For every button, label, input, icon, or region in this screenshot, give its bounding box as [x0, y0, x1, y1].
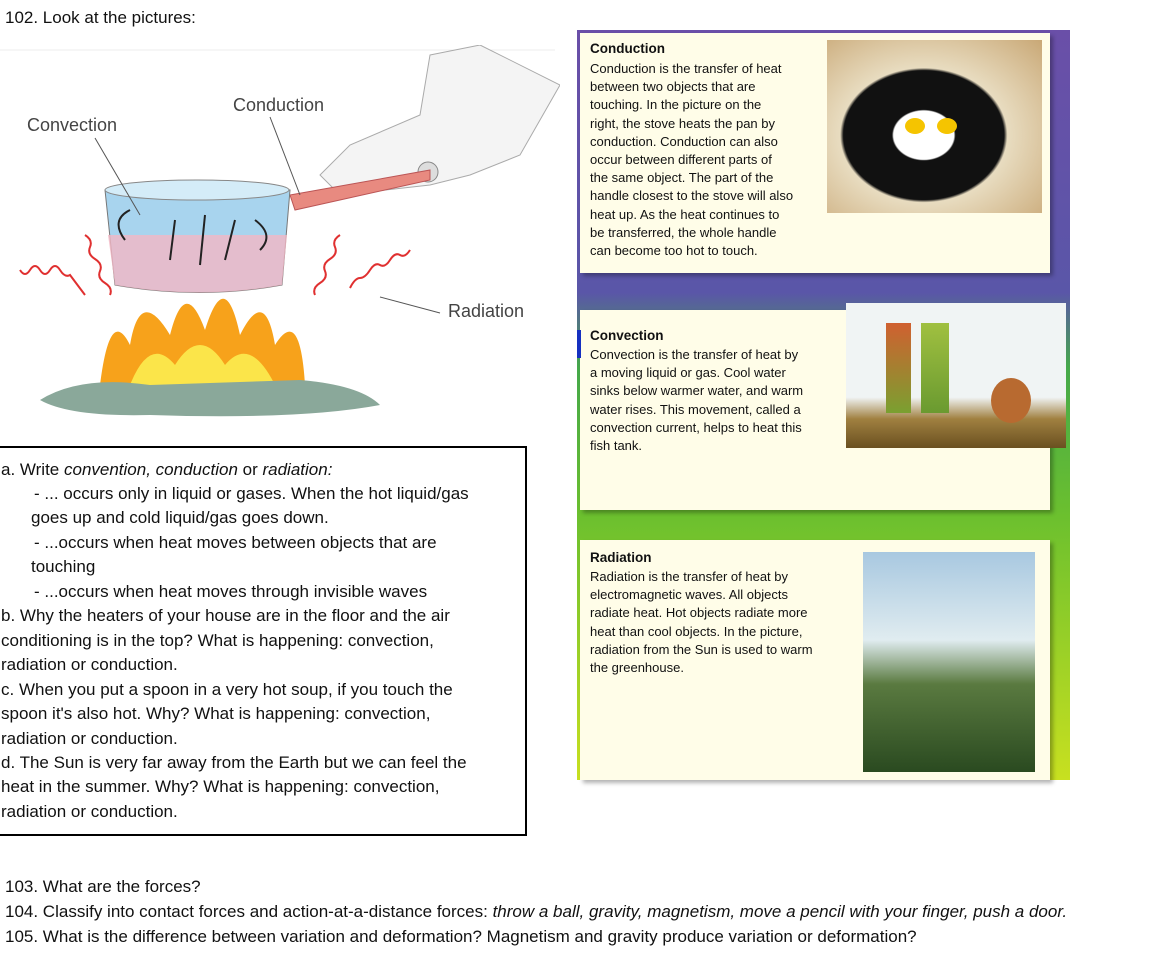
convection-card	[580, 310, 1050, 510]
greenhouse-photo	[863, 552, 1035, 772]
question-105: 105. What is the difference between variation and deformation? Magnetism and gravity produce variation or deformation?	[5, 927, 917, 946]
word-radiation: radiation	[262, 460, 328, 479]
word-convention: convention	[63, 460, 147, 479]
question-line: - ...occurs when heat moves between objects that are	[34, 533, 437, 552]
question-102-title: 102. Look at the pictures:	[5, 8, 196, 27]
question-104-items: throw a ball, gravity, magnetism, move a pencil with your finger, push a door.	[492, 902, 1068, 921]
heat-transfer-diagram	[0, 45, 560, 425]
question-a	[1, 460, 332, 480]
fish-tank-photo	[846, 303, 1066, 448]
question-104	[5, 902, 1067, 922]
hand-illustration	[320, 45, 560, 195]
conduction-card	[580, 33, 1050, 273]
question-line: radiation or conduction.	[1, 729, 178, 748]
question-line: touching	[31, 557, 96, 576]
radiation-text: Radiation is the transfer of heat by electromagnetic waves. All objects radiate heat. Hot objects radiate more heat than cool objects. In the picture, radiation from the Sun is used to warm the greenhouse.	[590, 569, 813, 676]
word-conduction: conduction	[155, 460, 238, 479]
question-line: heat in the summer. Why? What is happening: convection,	[1, 777, 440, 796]
question-line: conditioning is in the top? What is happening: convection,	[1, 631, 434, 650]
word-sep: ,	[146, 460, 156, 479]
conduction-heading: Conduction	[590, 41, 665, 56]
conduction-label: Conduction	[233, 95, 325, 115]
heat-transfer-textbook-panel	[577, 30, 1070, 780]
question-a-prefix: a. Write	[1, 460, 64, 479]
question-line: - ...occurs when heat moves through invisible waves	[34, 582, 428, 601]
word-colon: :	[327, 460, 333, 479]
question-103: 103. What are the forces?	[5, 877, 201, 896]
radiation-card	[580, 540, 1050, 780]
question-line: spoon it's also hot. Why? What is happening: convection,	[1, 704, 431, 723]
convection-text: Convection is the transfer of heat by a moving liquid or gas. Cool water sinks below warmer water, and warm water rises. This movement, called a convection current, helps to heat this fish tank.	[590, 347, 804, 454]
question-line: - ... occurs only in liquid or gases. When the hot liquid/gas	[34, 484, 469, 503]
question-104-prefix: 104. Classify into contact forces and action-at-a-distance forces:	[5, 902, 493, 921]
question-line: goes up and cold liquid/gas goes down.	[31, 508, 329, 527]
question-line: radiation or conduction.	[1, 655, 178, 674]
convection-label: Convection	[27, 115, 118, 135]
question-102-box	[0, 446, 527, 836]
question-line: d. The Sun is very far away from the Earth but we can feel the	[1, 753, 467, 772]
radiation-heading: Radiation	[590, 550, 652, 565]
frying-pan-photo	[827, 40, 1042, 213]
question-line: radiation or conduction.	[1, 802, 178, 821]
word-or: or	[237, 460, 263, 479]
question-line: c. When you put a spoon in a very hot soup, if you touch the	[1, 680, 453, 699]
question-line: b. Why the heaters of your house are in the floor and the air	[1, 606, 450, 625]
conduction-text: Conduction is the transfer of heat between two objects that are touching. In the picture on the right, the stove heats the pan by conduction. Conduction can also occur between different parts of the same object. The part of the handle closest to the stove will also heat up. As the heat continues to be transferred, the whole handle can become too hot to touch.	[590, 61, 794, 259]
radiation-label: Radiation	[448, 301, 525, 321]
convection-heading: Convection	[590, 328, 664, 343]
